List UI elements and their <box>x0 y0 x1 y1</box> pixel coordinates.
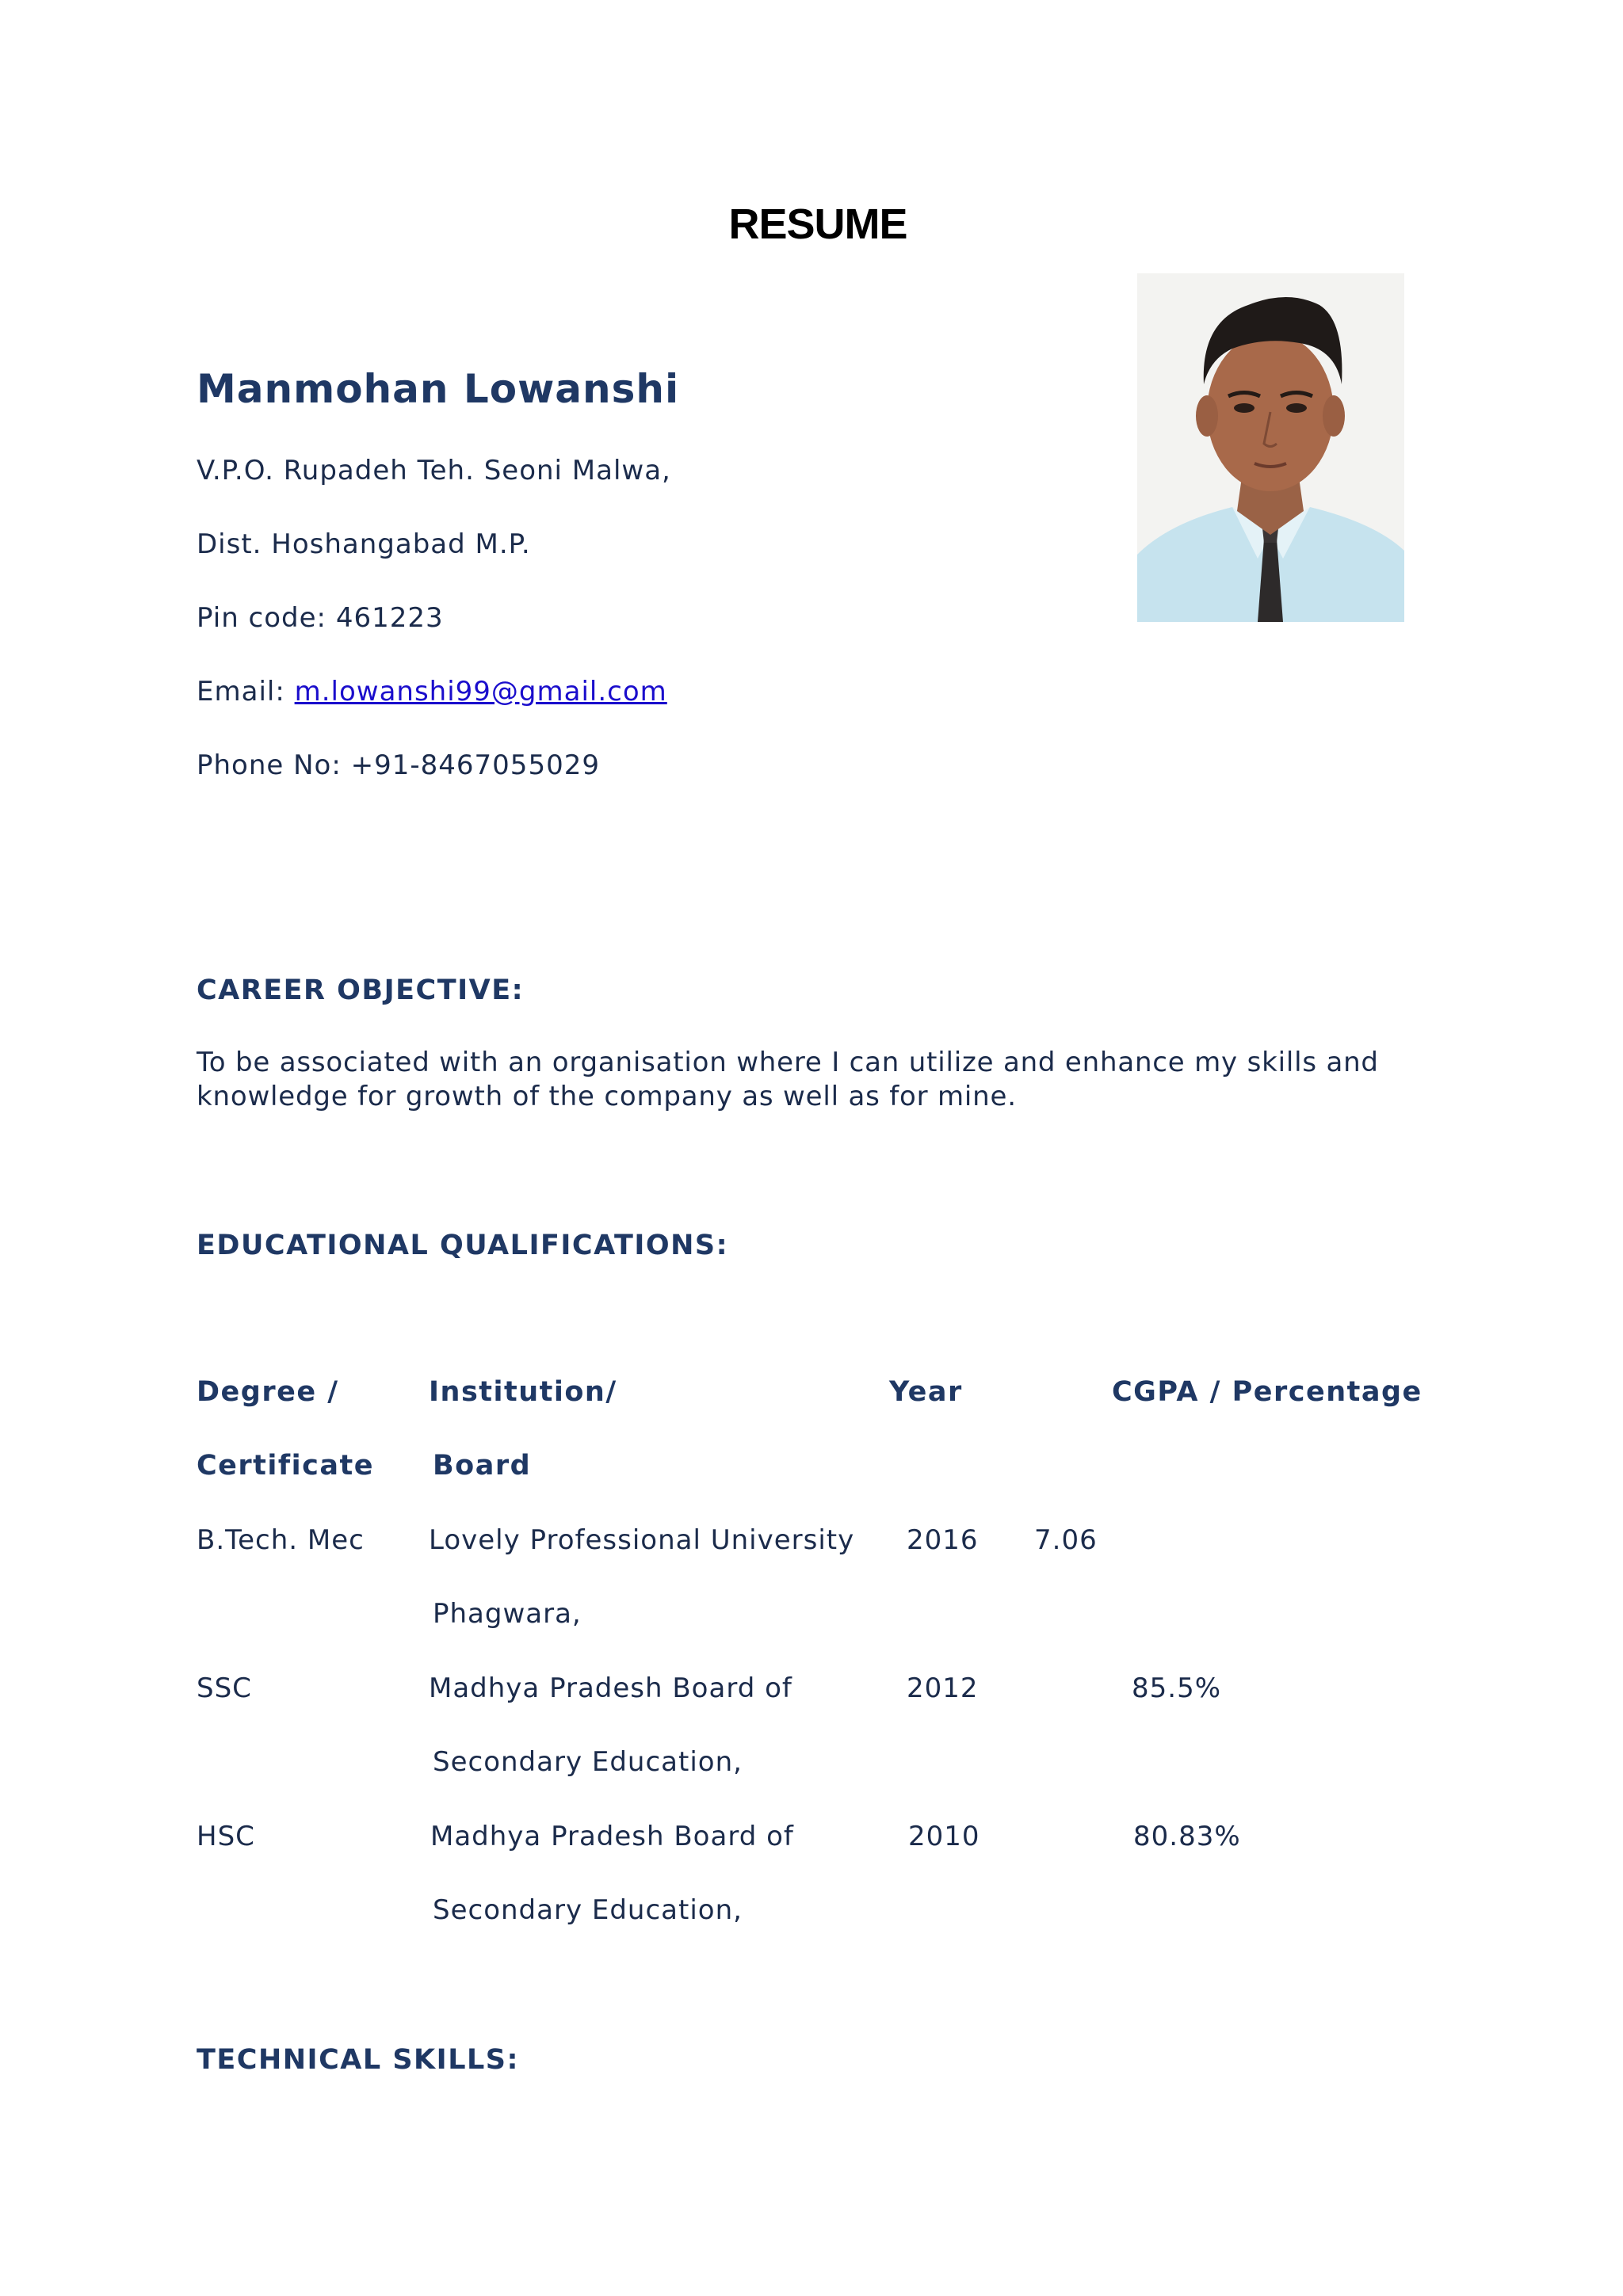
page-title: RESUME <box>728 200 907 248</box>
candidate-name: Manmohan Lowanshi <box>197 366 680 412</box>
table-row-score: 80.83% <box>1133 1821 1241 1852</box>
header-institution: Institution/ <box>429 1376 617 1408</box>
table-row-score: 7.06 <box>1034 1524 1098 1556</box>
table-row-institution: Madhya Pradesh Board of <box>429 1672 792 1704</box>
address-line-2: Dist. Hoshangabad M.P. <box>197 528 531 560</box>
address-line-1: V.P.O. Rupadeh Teh. Seoni Malwa, <box>197 455 671 486</box>
table-row-institution-cont: Phagwara, <box>433 1598 582 1630</box>
table-row-institution-cont: Secondary Education, <box>433 1894 743 1926</box>
header-certificate: Certificate <box>197 1450 374 1482</box>
email-line <box>197 676 667 707</box>
career-objective-heading: CAREER OBJECTIVE: <box>197 974 525 1006</box>
table-row-institution: Lovely Professional University <box>429 1524 855 1556</box>
table-row-degree: B.Tech. Mec <box>197 1524 365 1556</box>
table-row-year: 2010 <box>908 1821 980 1852</box>
header-year: Year <box>889 1376 963 1408</box>
table-row-degree: HSC <box>197 1821 255 1852</box>
table-row-score: 85.5% <box>1132 1672 1222 1704</box>
phone-number: Phone No: +91-8467055029 <box>197 749 600 781</box>
header-board: Board <box>433 1450 532 1482</box>
table-row-degree: SSC <box>197 1672 252 1704</box>
profile-photo <box>1137 273 1404 622</box>
header-degree: Degree / <box>197 1376 339 1408</box>
career-objective-text: To be associated with an organisation where I can utilize and enhance my skills and knowledge for growth of the company as well as for mine. <box>197 1047 1379 1112</box>
technical-skills-heading: TECHNICAL SKILLS: <box>197 2044 519 2076</box>
header-score: CGPA / Percentage <box>1112 1376 1423 1408</box>
pin-code: Pin code: 461223 <box>197 602 444 634</box>
email-link[interactable]: m.lowanshi99@gmail.com <box>294 676 667 707</box>
person-photo-icon <box>1137 273 1404 622</box>
table-row-year: 2012 <box>907 1672 979 1704</box>
education-heading: EDUCATIONAL QUALIFICATIONS: <box>197 1230 729 1261</box>
email-label: Email: <box>197 676 295 707</box>
table-row-year: 2016 <box>907 1524 979 1556</box>
table-row-institution-cont: Secondary Education, <box>433 1746 743 1778</box>
table-row-institution: Madhya Pradesh Board of <box>430 1821 794 1852</box>
